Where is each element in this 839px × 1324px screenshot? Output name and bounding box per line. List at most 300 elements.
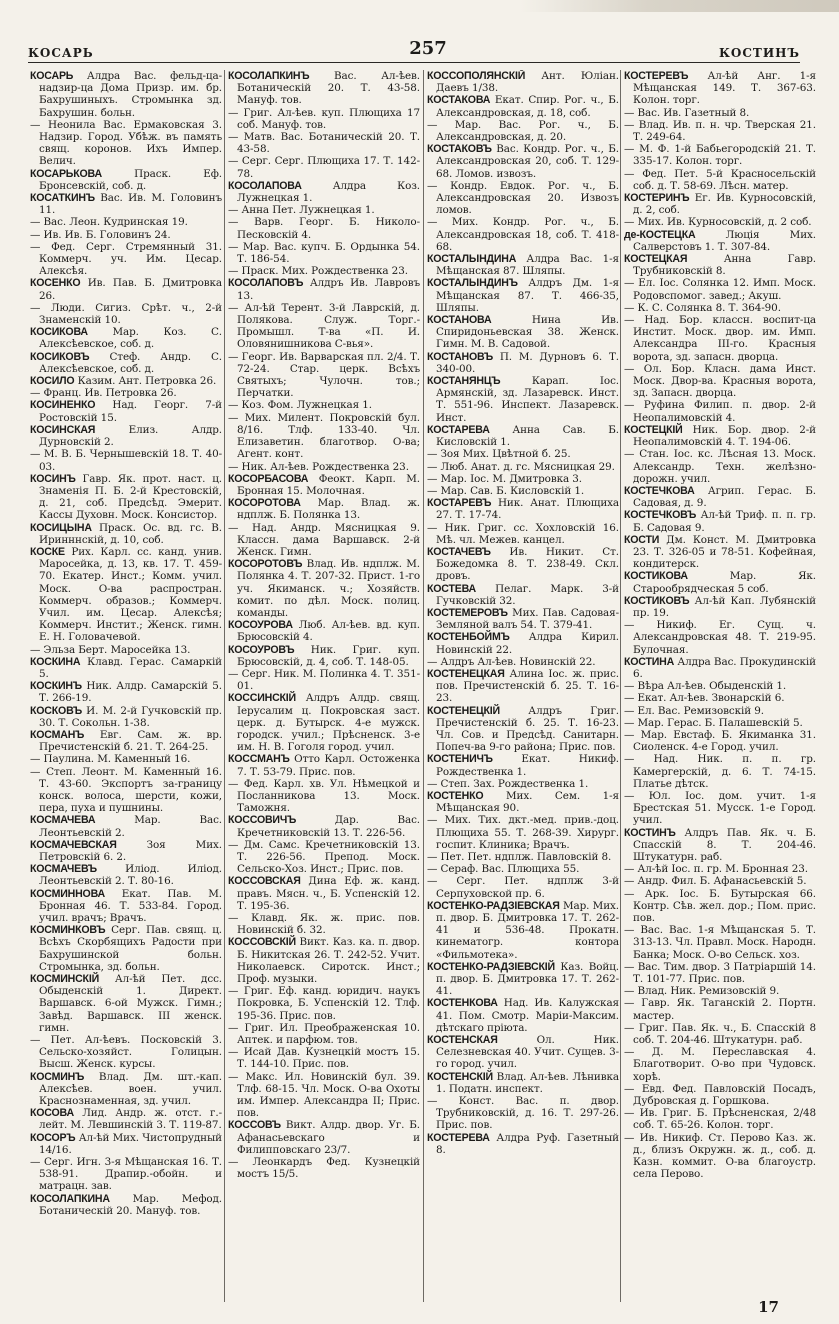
entry-text: — Вѣра Ал-ѣев. Обыденскій 1. [624, 680, 787, 693]
directory-entry [624, 314, 816, 363]
directory-entry [228, 1071, 420, 1120]
directory-entry [624, 70, 816, 107]
directory-entry [427, 473, 619, 485]
entry-surname: КОСТЕРИНЪ [624, 192, 690, 205]
entry-text: Казим. Ант. Петровка 26. [77, 375, 217, 388]
directory-entry [30, 399, 222, 423]
entry-surname: КОСОЛАПКИНЪ [228, 70, 310, 82]
directory-entry [30, 656, 222, 680]
directory-entry [30, 814, 222, 838]
directory-entry [427, 119, 619, 143]
entry-surname: КОСТАЛЫНДИНЪ [427, 277, 518, 290]
entry-text: — Над. Ник. п. п. гр. Камергерскій, д. 6. Т. 74-15. Платье дѣтск. [624, 753, 816, 790]
entry-text: Алдръ Дм. 1-я Мѣщанская 87. Т. 466-35, Шляпы. [436, 277, 619, 314]
entry-text: Екат. Никиф. Рождественка 1. [436, 753, 619, 778]
directory-entry [624, 1046, 816, 1083]
column-divider [423, 70, 424, 1302]
entry-surname: КОССОВСКІЙ [228, 936, 296, 949]
entry-text: — Ник. Григ. сс. Хохловскій 16. Мѣ. чл. Межев. канцел. [427, 521, 619, 546]
entry-surname: КОСИКОВА [30, 326, 88, 339]
directory-entry [624, 619, 816, 656]
header-left-word: КОСАРЬ [28, 46, 94, 60]
directory-entry [30, 680, 222, 704]
entry-text: — Д. М. Переславская 4. Благотворит. О-во при Чудовск. хорѣ. [624, 1046, 816, 1083]
directory-entry [30, 241, 222, 278]
entry-text: Мар. Мефод. Ботаническій 20. Мануф. тов. [39, 1192, 222, 1217]
directory-entry [30, 522, 222, 546]
directory-entry [624, 875, 816, 887]
directory-entry [624, 570, 816, 594]
entry-surname: КОСЕНКО [30, 277, 81, 290]
entry-text: Иліод. Иліод. Леонтьевскій 2. Т. 80-16. [39, 863, 222, 888]
entry-surname: КОСОРЪ [30, 1131, 76, 1144]
entry-text: — Люди. Сигиз. Срѣт. ч., 2-й Знаменскій 10. [30, 301, 222, 327]
entry-text: — Праск. Мих. Рождественка 23. [228, 265, 408, 278]
entry-surname: КОСТЕНБОЙМЪ [427, 631, 510, 644]
directory-entry [624, 1022, 816, 1046]
entry-text: Дм. Конст. М. Дмитровка 23. Т. 326-05 и 78-51. Кофейная, кондитерск. [633, 533, 816, 571]
directory-entry [427, 94, 619, 118]
directory-entry [30, 705, 222, 729]
directory-entry [624, 302, 816, 314]
directory-entry [228, 875, 420, 912]
directory-entry [228, 351, 420, 400]
directory-entry [228, 814, 420, 838]
entry-surname: де-КОСТЕЦКА [624, 228, 696, 241]
directory-entry [30, 1132, 222, 1156]
entry-text: Над. Ив. Калужская 41. Пом. Смотр. Маріи-Максим. дѣтскаго пріюта. [436, 997, 619, 1034]
entry-text: Викт. Алдр. двор. Уг. Б. Афанасьевскаго и Филипповскаго 23/7. [237, 1119, 420, 1156]
entry-text: — Григ. Еф. канд. юридич. наукъ Покровка, Б. Успенскій 12. Тлф. 195-36. Прис. пов. [228, 985, 420, 1022]
directory-entry [427, 375, 619, 424]
directory-entry [427, 143, 619, 180]
entry-text: — Пет. Пет. ндплж. Павловскій 8. [427, 851, 612, 863]
entry-text: Вас. Ив. М. Головинъ 11. [39, 192, 222, 217]
entry-text: — Серг. Серг. Плющиха 17. Т. 142-78. [228, 155, 420, 180]
directory-entry [30, 1034, 222, 1071]
entry-text: — Стан. Іос. кс. Лѣсная 13. Моск. Александр. Техн. желѣзно-дорожн. учил. [624, 448, 816, 485]
entry-text: — Влад. Ник. Ремизовскій 9. [624, 985, 780, 998]
entry-text: П. М. Дурновъ 6. Т. 340-00. [436, 350, 619, 375]
directory-entry [427, 485, 619, 497]
directory-entry [30, 302, 222, 326]
entry-surname: КОСТЕНКО-РАДЗІЕВСКАЯ [427, 899, 560, 912]
directory-entry [624, 888, 816, 925]
directory-entry [624, 448, 816, 485]
directory-entry [30, 192, 222, 216]
directory-entry [624, 717, 816, 729]
entry-text: — Влад. Ив. п. н. чр. Тверская 21. Т. 249-64. [624, 118, 816, 144]
entry-surname: КОССОВЪ [228, 1119, 281, 1132]
directory-entry [427, 180, 619, 217]
directory-entry [624, 595, 816, 619]
directory-entry [228, 936, 420, 985]
directory-entry [228, 522, 420, 559]
directory-entry [228, 241, 420, 265]
entry-text: Праск. Еф. Бронсевскій, соб. д. [39, 167, 222, 192]
entry-surname: КОСТЕРЕВЪ [624, 70, 689, 82]
entry-text: Агрип. Герас. Б. Садовая, д. 9. [633, 484, 816, 510]
page-edge-shadow [520, 0, 839, 12]
directory-entry [624, 827, 816, 864]
directory-entry [427, 1034, 619, 1071]
entry-text: Алдръ Ив. Лавровъ 13. [237, 277, 420, 302]
entry-text: — Вас. Тим. двор. 3 Патріаршій 14. Т. 101-77. Прис. пов. [624, 960, 816, 986]
entry-text: — Ив. Никиф. Ст. Перово Каз. ж. д., близъ Окружн. ж. д., соб. д. Казн. коммит. О-ва благоустр. села Перово. [624, 1131, 816, 1181]
directory-entry [427, 448, 619, 460]
directory-entry [427, 277, 619, 314]
entry-text: — Степ. Зах. Рождественка 1. [427, 777, 589, 790]
directory-entry [427, 778, 619, 790]
entry-text: Вас. Кондр. Рог. ч., Б. Александровская 20, соб. Т. 129-68. Ломов. извозъ. [436, 143, 619, 180]
directory-entry [228, 204, 420, 216]
entry-text: Ник. Григ. куп. Брюсовскій, д. 4, соб. Т. 148-05. [237, 643, 420, 668]
entry-surname: КОСТЕВА [427, 582, 477, 595]
directory-entry [228, 692, 420, 753]
entry-surname: КОСТЕНИЧЪ [427, 753, 493, 766]
directory-entry [624, 985, 816, 997]
directory-entry [427, 314, 619, 351]
entry-text: Праск. Ос. вд. гс. В. Иринннскій, д. 10, соб. [39, 521, 222, 546]
directory-entry [30, 375, 222, 387]
entry-text: — Над. Бор. классн. воспит-ца Инстит. Моск. двор. им. Имп. Александра III-го. Красныя ворота, зд. запасн. дворца. [624, 314, 816, 363]
directory-entry [228, 839, 420, 876]
entry-surname: КОСТЕНКО-РАДЗІЕВСКІЙ [427, 960, 555, 973]
entry-text: Ник. Алдр. Самарскій 5. Т. 266-19. [39, 680, 222, 705]
entry-text: Стеф. Андр. С. Алексѣевское, соб. д. [39, 350, 222, 375]
entry-text: — Кондр. Евдок. Рог. ч., Б. Александровская 20. Извозъ ломов. [427, 179, 619, 217]
directory-entry [228, 558, 420, 619]
entry-text: Вас. Ал-ѣев. Ботаническій 20. Т. 43-58. Мануф. тов. [237, 70, 420, 107]
entry-surname: КОСТЕНСКІЙ [427, 1070, 493, 1083]
directory-entry [427, 814, 619, 851]
entry-text: Евг. Сам. ж. вр. Пречистенскій б. 21. Т. 264-25. [39, 728, 222, 754]
entry-text: — Мих. Кондр. Рог. ч., Б. Александровская 18, соб. Т. 418-68. [427, 216, 619, 253]
entry-text: — Мар. Евстаф. Б. Якиманка 31. Сиоленск. 4-е Город. учил. [624, 728, 816, 754]
entry-text: — Юл. Іос. дом. учит. 1-я Брестская 51. Мусск. 1-е Город. учил. [624, 789, 816, 827]
entry-surname: КОСТЕЧКОВЪ [624, 509, 697, 522]
directory-entry [228, 668, 420, 692]
entry-text: Анна Сав. Б. Кисловскій 1. [436, 423, 619, 449]
entry-text: — Гавр. Як. Таганскій 2. Портн. мастер. [624, 997, 816, 1022]
entry-text: — Ал-ѣй Іос. п. гр. М. Бронная 23. [624, 863, 809, 876]
entry-text: — Мар. Вас. купч. Б. Ордынка 54. Т. 186-54. [228, 240, 420, 266]
entry-text: И. М. 2-й Гучковскій пр. 30. Т. Сокольн. 1-38. [39, 704, 222, 729]
entry-text: — Коз. Фом. Лужнецкая 1. [228, 399, 372, 412]
entry-text: — М. Ф. 1-й Бабьегородскій 21. Т. 335-17. Колон. торг. [624, 143, 816, 168]
entry-text: Екат. Спир. Рог. ч., Б. Александровская, д. 18, соб. [436, 94, 619, 119]
directory-entry [624, 863, 816, 875]
directory-entry [30, 839, 222, 863]
entry-text: — Дм. Самс. Кречетниковскій 13. Т. 226-56. Препод. Моск. Сельско-Хоз. Инст.; Прис. пов. [228, 838, 420, 876]
directory-entry [427, 253, 619, 277]
directory-entry [30, 326, 222, 350]
column-divider [620, 70, 621, 1302]
directory-entry [427, 851, 619, 863]
directory-entry [624, 656, 816, 680]
entry-text: Нина Ив. Спиридоньевская 38. Женск. Гимн. М. В. Садовой. [436, 314, 619, 351]
entry-text: Викт. Каз. ка. п. двор. Б. Никитская 26. Т. 242-52. Учит. Николаевск. Сиротск. Инст.; Проф. музыки. [237, 936, 420, 986]
entry-text: Ал-ѣй Триф. п. п. гр. Б. Садовая 9. [633, 509, 816, 534]
directory-entry [30, 924, 222, 973]
directory-entry [624, 168, 816, 192]
entry-text: — Григ. Ал-ѣев. куп. Плющиха 17 соб. Мануф. тов. [228, 106, 420, 131]
entry-text: — Вас. Леон. Кудринская 19. [30, 216, 188, 229]
entry-surname: КОСТЕНЕЦКІЙ [427, 704, 500, 717]
entry-text: — Сераф. Вас. Плющиха 55. [427, 863, 580, 876]
entry-text: — Варв. Георг. Б. Николо-Песковскій 4. [228, 216, 420, 241]
entry-surname: КОСТАНЯНЦЪ [427, 375, 501, 388]
directory-entry [30, 1156, 222, 1193]
running-header [28, 34, 800, 64]
directory-entry [624, 961, 816, 985]
directory-entry [228, 412, 420, 461]
entry-text: Ник. Бор. двор. 2-й Неопалимовскій 4. Т. 194-06. [633, 423, 816, 449]
directory-entry [624, 192, 816, 216]
directory-entry [228, 180, 420, 204]
entry-text: — Паулина. М. Каменный 16. [30, 753, 191, 766]
directory-entry [624, 692, 816, 704]
entry-surname: КОСИЦЫНА [30, 521, 92, 534]
directory-entry [30, 448, 222, 472]
directory-entry [30, 387, 222, 399]
entry-text: Люб. Ал-ѣев. вд. куп. Брюсовскій 4. [237, 619, 420, 644]
entry-text: — Вас. Ив. Газетный 8. [624, 106, 750, 119]
directory-entry [30, 473, 222, 522]
directory-entry [30, 1071, 222, 1108]
directory-entry [30, 729, 222, 753]
entry-surname: КОССОПОЛЯНСКІЙ [427, 70, 526, 82]
entry-surname: КОСИЛО [30, 375, 75, 388]
entry-surname: КОСТАНОВЪ [427, 350, 493, 363]
entry-surname: КОСМИНКОВЪ [30, 924, 106, 937]
directory-entry [427, 900, 619, 961]
directory-entry [228, 1022, 420, 1046]
directory-entry [228, 155, 420, 179]
entry-text: Мих. Пав. Садовая-Земляной валъ 54. Т. 379-41. [436, 606, 619, 632]
entry-text: Алдръ Григ. Пречистенскій б. 25. Т. 16-23. Чл. Сов. и Предсѣд. Санитарн. Попеч-ва 9-го района; Прис. пов. [436, 704, 619, 754]
entry-text: — Ел. Іос. Солянка 12. Имп. Моск. Родовспомог. завед.; Акуш. [624, 277, 816, 302]
directory-entry [427, 522, 619, 546]
directory-entry [30, 216, 222, 228]
entry-text: Клавд. Герас. Самаркій 5. [39, 655, 222, 680]
directory-entry [427, 546, 619, 583]
directory-entry [427, 583, 619, 607]
directory-entry [30, 351, 222, 375]
directory-entry [228, 985, 420, 1022]
entry-surname: КОСТАКОВЪ [427, 143, 492, 156]
directory-entry [30, 546, 222, 644]
directory-entry [228, 216, 420, 240]
entry-text: Ив. Пав. Б. Дмитровка 26. [39, 277, 222, 302]
directory-entry [624, 216, 816, 228]
entry-text: — Пет. Ал-ѣевъ. Посковскій 3. Сельско-хозяйст. Голицын. Высш. Женск. курсы. [30, 1034, 222, 1071]
entry-surname: КОССОВИЧЪ [228, 814, 297, 827]
entry-text: — Мар. Герас. Б. Палашевскій 5. [624, 716, 803, 729]
entry-text: — Георг. Ив. Варварская пл. 2/4. Т. 72-24. Стар. церк. Всѣхъ Святыхъ; Чулочн. тов.; Перчатки. [228, 350, 420, 400]
entry-text: — Мар. Сав. Б. Кисловскій 1. [427, 484, 585, 497]
entry-surname: КОСАТКИНЪ [30, 192, 95, 205]
entry-surname: КОСОЛАПОВЪ [228, 277, 304, 290]
directory-entry [427, 607, 619, 631]
entry-surname: КОСТЕНЕЦКАЯ [427, 667, 505, 680]
directory-entry [624, 485, 816, 509]
entry-text: Алдра Коз. Лужнецкая 1. [237, 179, 420, 205]
entry-text: — Макс. Ил. Новинскій бул. 39. Тлф. 68-15. Чл. Моск. О-ва Охоты им. Импер. Александра II; Прис. пов. [228, 1070, 420, 1120]
directory-entry [624, 705, 816, 717]
directory-entry [427, 1071, 619, 1095]
entry-text: — Руфина Филип. п. двор. 2-й Неопалимовскій 4. [624, 399, 816, 424]
directory-entry [427, 961, 619, 998]
entry-text: Влад. Ал-ѣев. Лѣнивка 1. Податн. инспект. [436, 1070, 619, 1095]
directory-entry [624, 399, 816, 423]
entry-text: Алдра Вас. фельд-ца-надзир-ца Дома Призр. им. бр. Бахрушиныхъ. Стромынка зд. Бахрушин. больн. [39, 70, 222, 119]
entry-text: Пелаг. Марк. 3-й Гучковскій 32. [436, 582, 619, 607]
entry-surname: КОСМАЧЕВСКАЯ [30, 838, 117, 851]
directory-entry [427, 705, 619, 754]
entry-surname: КОСТЕНКО [427, 789, 484, 802]
sheet-signature: 17 [758, 1298, 779, 1316]
entry-text: — Степ. Леонт. М. Каменный 16. Т. 43-60. Экспортъ за-границу конск. волоса, шерсти, кожи, пера, пуха и пушнины. [30, 765, 222, 815]
directory-entry [427, 790, 619, 814]
entry-text: — Ал-ѣй Терент. 3-й Лаврскій, д. Полякова. Служ. Торг.-Промышл. Т-ва «П. И. Оловянишникова С-вья». [228, 301, 420, 351]
directory-entry [228, 1119, 420, 1156]
entry-text: — Конст. Вас. п. двор. Трубниковскій, д. 16. Т. 297-26. Прис. пов. [427, 1095, 619, 1132]
entry-text: Гавр. Як. прот. наст. ц. Знаменія П. Б. 2-й Крестовскій, д. 21, соб. Предсѣд. Эмерит. Кассы Духовн. Моск. Консистор. [39, 472, 222, 522]
directory-entry [624, 924, 816, 961]
directory-entry [427, 753, 619, 777]
directory-entry [624, 143, 816, 167]
entry-surname: КОСТЕЦКІЙ [624, 423, 683, 436]
entry-text: Серг. Пав. свящ. ц. Всѣхъ Скорбящихъ Радости при Бахрушинской больн. Стромынка, зд. больн. [39, 924, 222, 973]
entry-surname: КОСТАЛЫНДИНА [427, 253, 517, 266]
entry-text: Дар. Вас. Кречетниковскій 13. Т. 226-56. [237, 814, 420, 839]
directory-entry [228, 265, 420, 277]
entry-text: Лид. Андр. ж. отст. г.-лейт. М. Левшинскій 3. Т. 119-87. [39, 1107, 222, 1132]
entry-surname: КОСТЕРЕВА [427, 1131, 490, 1144]
entry-text: — Фед. Карл. хв. Ул. Нѣмецкой и Посланникова 13. Моск. Таможня. [228, 777, 420, 815]
entry-text: Рих. Карл. сс. канд. унив. Маросейка, д. 13, кв. 17. Т. 459-70. Екатер. Инст.; Комм. учил. Моск. О-ва распростран. Коммерч. образов.; Коммерч. Учил. им. Цесар. Алексѣя; Коммерч. Инстит.; Женск. гимн. Е. Н. Головачевой. [39, 545, 222, 644]
directory-entry [30, 70, 222, 119]
entry-surname: КОСОРОТОВА [228, 497, 301, 510]
entry-surname: КОСИКОВЪ [30, 350, 90, 363]
entry-surname: КОСТЕЧКОВА [624, 484, 695, 497]
entry-surname: КОСКОВЪ [30, 704, 82, 717]
entry-text: — Серг. Ник. М. Полинка 4. Т. 351-01. [228, 667, 420, 693]
entry-text: — Арк. Іос. Б. Бутырская 66. Контр. Сѣв. жел. дор.; Пом. прис. пов. [624, 887, 816, 925]
entry-text: — Андр. Фил. Б. Афанасьевскій 5. [624, 875, 807, 888]
entry-text: Алина Іос. ж. прис. пов. Пречистенскій б. 25. Т. 16-23. [436, 667, 619, 705]
entry-text: Люція Мих. Салверстовъ 1. Т. 307-84. [633, 228, 816, 253]
entry-text: Над. Георг. 7-й Ростовскій 15. [39, 399, 222, 424]
column-4 [624, 70, 816, 1304]
entry-surname: КОСКЕ [30, 545, 65, 558]
directory-entry [30, 277, 222, 301]
directory-entry [624, 790, 816, 827]
entry-text: Мих. Сем. 1-я Мѣщанская 90. [436, 789, 619, 815]
entry-text: Мар. Влад. ж. ндплж. Б. Полянка 13. [237, 497, 420, 522]
entry-text: Карап. Іос. Армянскій, зд. Лазаревск. Инст. Т. 551-96. Инспект. Лазаревск. Инст. [436, 375, 619, 424]
entry-text: — Григ. Ил. Преображенская 10. Аптек. и парфюм. тов. [228, 1021, 420, 1047]
entry-text: Феокт. Карп. М. Бронная 15. Молочная. [237, 472, 420, 497]
entry-text: Анна Гавр. Трубниковскій 8. [633, 253, 816, 278]
directory-entry [30, 424, 222, 448]
entry-text: Влад. Ив. ндплж. М. Полянка 4. Т. 207-32. Прист. 1-го уч. Якиманск. ч.; Хозяйств. комит. по дѣл. Моск. полиц. команды. [237, 558, 420, 619]
directory-entry [427, 997, 619, 1034]
entry-text: — Мар. Іос. М. Дмитровка 3. [427, 472, 582, 485]
directory-entry [228, 107, 420, 131]
entry-text: — Клавд. Як. ж. прис. пов. Новинскій б. 32. [228, 912, 420, 937]
entry-text: Алдра Вас. Прокудинскій 6. [633, 655, 816, 680]
entry-surname: КОСОРОТОВЪ [228, 558, 303, 571]
entry-surname: КОСИНЪ [30, 472, 76, 485]
entry-surname: КОСОВА [30, 1107, 74, 1120]
entry-text: — Евд. Фед. Павловскій Посадъ, Дубровская д. Горшкова. [624, 1082, 816, 1108]
entry-text: — Ник. Ал-ѣев. Рождественка 23. [228, 460, 409, 473]
directory-entry [30, 229, 222, 241]
directory-entry [30, 119, 222, 168]
entry-text: — Фед. Серг. Стремянный 31. Коммерч. уч. Им. Цесар. Алексѣя. [30, 240, 222, 278]
directory-entry [624, 729, 816, 753]
entry-surname: КОСИНСКАЯ [30, 423, 96, 436]
directory-entry [228, 277, 420, 301]
directory-entry [228, 131, 420, 155]
entry-surname: КОСОЛАПОВА [228, 179, 302, 192]
directory-entry [427, 668, 619, 705]
entry-text: Мар. Як. Старообрядческая 5 соб. [633, 570, 816, 595]
entry-surname: КОСТИКОВЪ [624, 594, 690, 607]
entry-text: Алдра Руф. Газетный 8. [436, 1131, 619, 1156]
directory-entry [228, 753, 420, 777]
directory-entry [30, 753, 222, 765]
directory-entry [427, 497, 619, 521]
entry-surname: КОССМАНЪ [228, 753, 290, 766]
entry-text: — Зоя Мих. Цвѣтной б. 25. [427, 448, 571, 461]
entry-surname: КОССОВСКАЯ [228, 875, 301, 888]
column-1 [30, 70, 222, 1304]
entry-text: Елиз. Алдр. Дурновскій 2. [39, 423, 222, 449]
entry-surname: КОССИНСКІЙ [228, 692, 296, 705]
directory-entry [624, 534, 816, 571]
directory-entry [30, 973, 222, 1034]
directory-entry [624, 509, 816, 533]
entry-text: Ал-ѣй Мих. Чистопрудный 14/16. [39, 1131, 222, 1156]
entry-text: — Ив. Григ. Б. Прѣсненская, 2/48 соб. Т. 65-26. Колон. торг. [624, 1107, 816, 1132]
entry-text: — Вас. Вас. 1-я Мѣщанская 5. Т. 313-13. Чл. Правл. Моск. Народн. Банка; Моск. О-во Сельск. хоз. [624, 924, 816, 961]
directory-entry [228, 461, 420, 473]
entry-surname: КОСМАНЪ [30, 728, 85, 741]
entry-surname: КОСТАЧЕВЪ [427, 545, 491, 558]
entry-text: Мар. Мих. п. двор. Б. Дмитровка 17. Т. 262-41 и 536-48. Прокатн. кинематогр. контора «Фильмотека». [436, 899, 619, 961]
directory-entry [427, 863, 619, 875]
directory-entry [30, 766, 222, 815]
entry-surname: КОСМАЧЕВЪ [30, 863, 97, 876]
entry-text: — Мих. Милент. Покровскій бул. 8/16. Тлф. 133-40. Чл. Елизаветин. благотвор. О-ва; Агент. конт. [228, 411, 420, 461]
entry-surname: КОСИНЕНКО [30, 399, 96, 412]
entry-surname: КОСОРБАСОВА [228, 472, 309, 485]
page-number: 257 [409, 38, 447, 59]
entry-surname: КОСТАРЕВА [427, 423, 490, 436]
entry-surname: КОСТИНЪ [624, 826, 676, 839]
directory-entry [427, 656, 619, 668]
directory-entry [228, 497, 420, 521]
directory-entry [30, 863, 222, 887]
entry-text: Екат. Пав. М. Бронная 46. Т. 533-84. Город. учил. врачъ; Врачъ. [39, 887, 222, 925]
directory-entry [624, 1132, 816, 1181]
directory-entry [427, 351, 619, 375]
entry-text: Зоя Мих. Петровскій 6. 2. [39, 838, 222, 863]
entry-text: Ант. Юліан. Даевъ 1/38. [436, 70, 619, 95]
